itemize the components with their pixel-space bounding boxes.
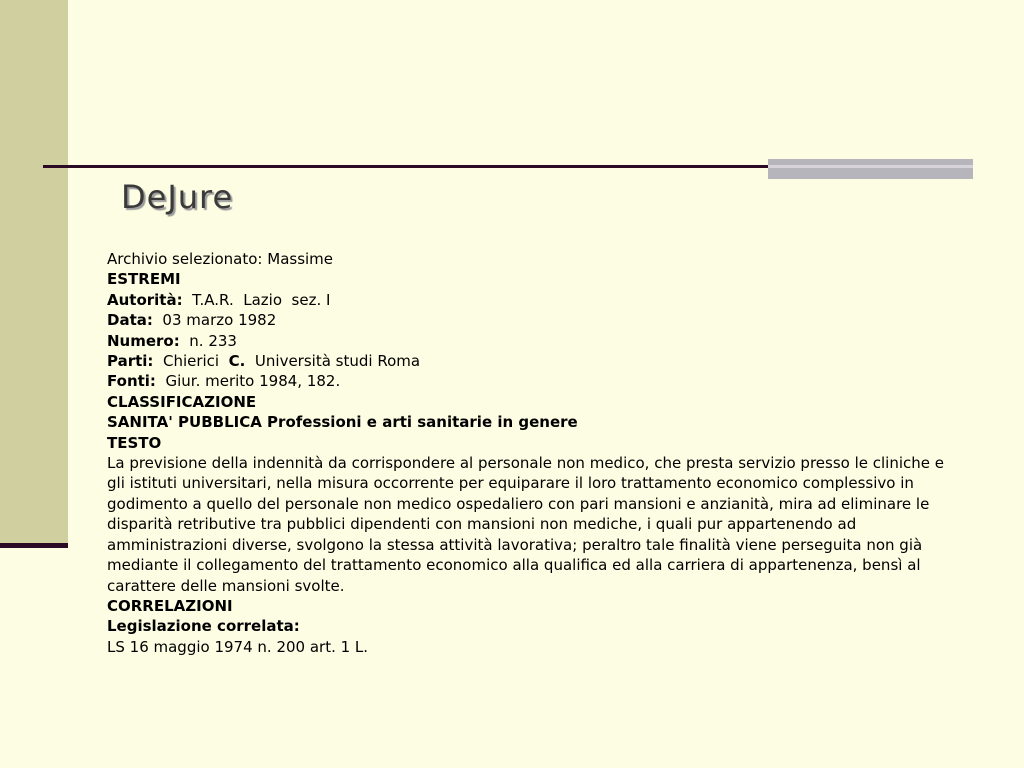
- legislazione-value: LS 16 maggio 1974 n. 200 art. 1 L.: [107, 637, 369, 656]
- accent-bar: [768, 159, 973, 179]
- classificazione-heading: CLASSIFICAZIONE: [107, 392, 257, 411]
- numero-row: [107, 331, 967, 351]
- parti-value-bold: C.: [228, 352, 246, 371]
- archivio-line: Archivio selezionato: Massime: [107, 250, 334, 268]
- fonti-label: Fonti:: [107, 372, 156, 391]
- numero-value: n. 233: [189, 331, 237, 350]
- autorita-row: [107, 290, 967, 310]
- testo-heading: TESTO: [107, 433, 162, 452]
- fonti-value: Giur. merito 1984, 182.: [165, 372, 341, 391]
- autorita-value: T.A.R. Lazio sez. I: [192, 290, 331, 309]
- parti-value-1: Chierici: [162, 352, 220, 371]
- numero-label: Numero:: [107, 331, 180, 350]
- dejure-logo: DeJure: [121, 178, 234, 216]
- data-label: Data:: [107, 311, 153, 330]
- fonti-row: [107, 371, 967, 391]
- classificazione-value: SANITA' PUBBLICA Professioni e arti sanitarie in genere: [107, 413, 578, 432]
- data-value: 03 marzo 1982: [162, 311, 277, 330]
- parti-row: [107, 351, 967, 371]
- correlazioni-heading: CORRELAZIONI: [107, 596, 233, 615]
- estremi-heading: ESTREMI: [107, 270, 181, 289]
- legislazione-heading: Legislazione correlata:: [107, 617, 300, 636]
- autorita-label: Autorità:: [107, 290, 183, 309]
- left-decorative-band: [0, 0, 68, 545]
- parti-label: Parti:: [107, 352, 154, 371]
- parti-value-2: Università studi Roma: [254, 352, 421, 371]
- data-row: [107, 310, 967, 330]
- document-content: [107, 249, 967, 657]
- testo-body: La previsione della indennità da corrispondere al personale non medico, che presta servizio presso le cliniche e gli istituti universitari, nella misura occorrente per equiparare il loro trattamento economico complessivo in godimento a quello del personale non medico ospedaliero con pari mansioni e anzianità, mira ad eliminare le disparità retributive tra pubblici dipendenti con mansioni non mediche, i quali pur appartenendo ad amministrazioni diverse, svolgono la stessa attività lavorativa; peraltro tale finalità viene perseguita non già mediante il collegamento del trattamento economico alla qualifica ed alla carriera di appartenenza, bensì al carattere delle mansioni svolte.: [107, 454, 944, 595]
- left-rule: [0, 543, 68, 548]
